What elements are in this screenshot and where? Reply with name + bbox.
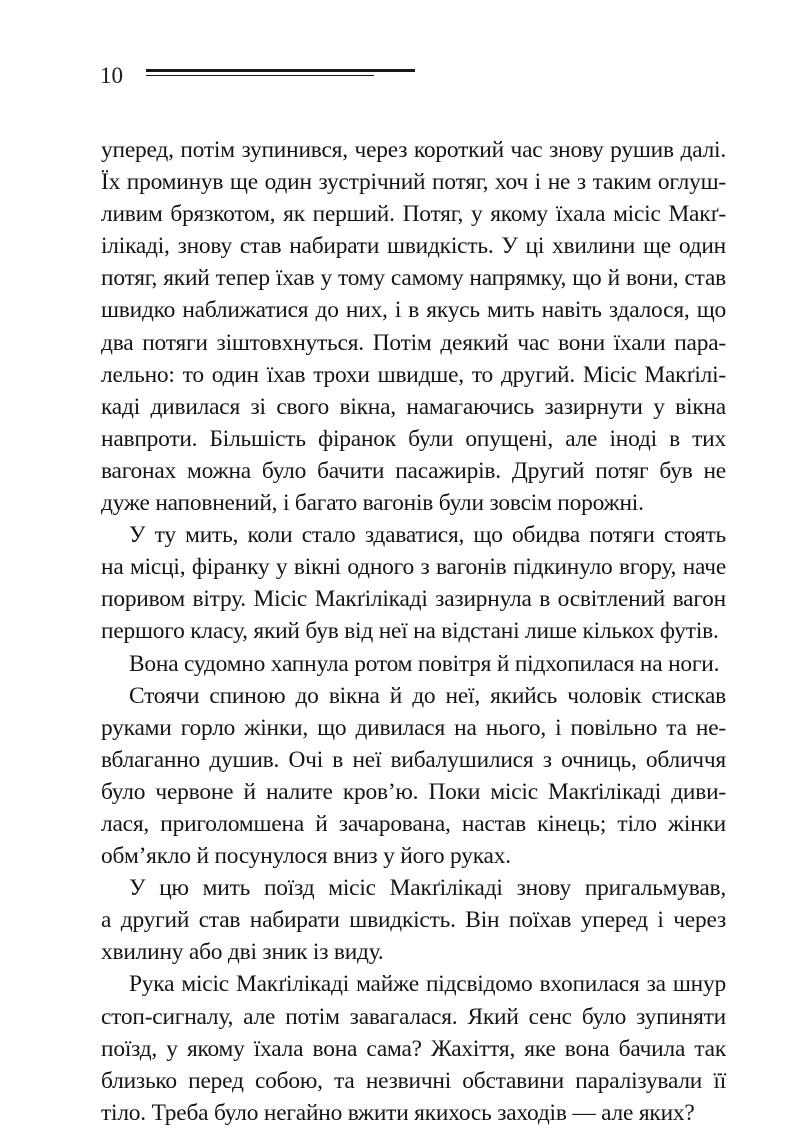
text-line: тіло. Треба було негайно вжити якихось заходів — але яких?	[101, 1099, 695, 1126]
text-line: близько перед собою, та незвичні обставини паралізували її	[101, 1067, 726, 1094]
text-line: вблаганно душив. Очі в неї вибалушилися з очниць, обличчя	[101, 746, 726, 773]
paragraph	[101, 680, 726, 873]
header-rule-thin	[146, 75, 374, 76]
text-line: стоп-сигналу, але потім завагалася. Який сенс було зупиняти	[101, 1003, 726, 1030]
text-line: У цю мить поїзд місіс Макґілікаді знову пригальмував,	[129, 875, 726, 902]
paragraph	[101, 872, 726, 968]
text-line: швидко наближатися до них, і в якусь мить навіть здалося, що	[101, 297, 726, 324]
text-line: вагонах можна було бачити пасажирів. Другий потяг був не	[101, 457, 726, 484]
text-line: на місці, фіранку у вікні одного з вагонів підкинуло вгору, наче	[101, 554, 726, 581]
page-header	[100, 60, 420, 90]
text-line: лася, приголомшена й зачарована, настав кінець; тіло жінки	[101, 810, 726, 837]
text-line: два потяги зіштовхнуться. Потім деякий час вони їхали пара-	[101, 329, 726, 356]
text-line: Їх проминув ще один зустрічний потяг, хоч і не з таким оглуш-	[101, 169, 726, 196]
text-line: уперед, потім зупинився, через короткий час знову рушив далі.	[101, 137, 726, 163]
text-line: ілікаді, знову став набирати швидкість. У ці хвилини ще один	[101, 233, 726, 260]
paragraph	[101, 519, 726, 647]
text-line: каді дивилася зі свого вікна, намагаючись зазирнути у вікна	[101, 393, 726, 420]
paragraph	[101, 134, 726, 519]
body-text	[101, 134, 726, 1129]
header-rule-thick	[146, 69, 415, 72]
text-line: потяг, який тепер їхав у тому самому напрямку, що й вони, став	[101, 265, 726, 292]
text-line: поїзд, у якому їхала вона сама? Жахіття, яке вона бачила так	[101, 1035, 726, 1062]
text-line: обм’якло й посунулося вниз у його руках.	[101, 843, 511, 870]
text-line: було червоне й налите кров’ю. Поки місіс Макґілікаді диви-	[101, 778, 726, 805]
text-line: Стоячи спиною до вікна й до неї, якийсь чоловік стискав	[129, 682, 726, 709]
text-line: руками горло жінки, що дивилася на нього, і повільно та не-	[101, 714, 726, 741]
text-line: Рука місіс Макґілікаді майже підсвідомо вхопилася за шнур	[129, 971, 726, 998]
text-line: а другий став набирати швидкість. Він поїхав уперед і через	[101, 907, 726, 934]
paragraph	[101, 648, 726, 680]
text-line: лельно: то один їхав трохи швидше, то другий. Місіс Макґілі-	[101, 361, 726, 388]
text-line: ливим брязкотом, як перший. Потяг, у якому їхала місіс Макґ-	[101, 201, 726, 228]
text-line: першого класу, який був від неї на відстані лише кількох футів.	[101, 618, 719, 645]
text-line: поривом вітру. Місіс Макґілікаді зазирнула в освітлений вагон	[101, 586, 726, 613]
page-number: 10	[100, 63, 123, 88]
text-line: дуже наповнений, і багато вагонів були зовсім порожні.	[101, 490, 644, 517]
paragraph	[101, 968, 726, 1128]
text-line: У ту мить, коли стало здаватися, що обидва потяги стоять	[129, 522, 726, 549]
text-line: хвилину або дві зник із виду.	[101, 939, 384, 966]
text-line: навпроти. Більшість фіранок були опущені, але іноді в тих	[101, 425, 726, 452]
text-line: Вона судомно хапнула ротом повітря й підхопилася на ноги.	[129, 650, 720, 677]
